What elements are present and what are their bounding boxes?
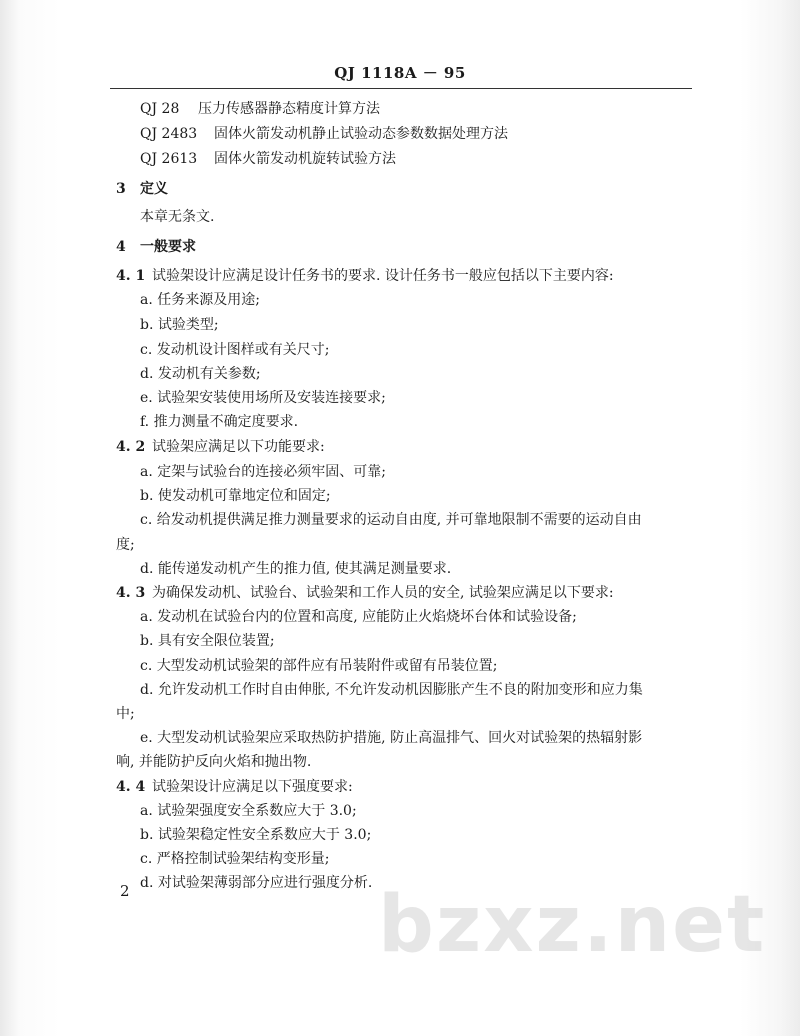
- list-item: c. 给发动机提供满足推力测量要求的运动自由度, 并可靠地限制不需要的运动自由: [140, 512, 642, 528]
- clause-number: 4. 1: [116, 268, 146, 284]
- list-item: a. 发动机在试验台内的位置和高度, 应能防止火焰烧坏台体和试验设备;: [140, 609, 577, 625]
- list-item: a. 任务来源及用途;: [140, 292, 260, 308]
- clause-number: 4. 4: [116, 779, 146, 795]
- list-item: c. 大型发动机试验架的部件应有吊装附件或留有吊装位置;: [140, 658, 498, 674]
- section-number: 3: [116, 181, 126, 197]
- list-item: b. 试验架稳定性安全系数应大于 3.0;: [140, 827, 372, 843]
- clause-number: 4. 2: [116, 439, 146, 455]
- clause-text: 试验架设计应满足设计任务书的要求. 设计任务书一般应包括以下主要内容:: [152, 268, 614, 284]
- clause-number: 4. 3: [116, 585, 146, 601]
- clause-text: 试验架设计应满足以下强度要求:: [152, 779, 353, 795]
- ref-code: QJ 2613: [140, 151, 198, 167]
- clause-text: 为确保发动机、试验台、试验架和工作人员的安全, 试验架应满足以下要求:: [152, 585, 614, 601]
- page-header: QJ 1118A － 95: [334, 64, 466, 82]
- section-body: 本章无条文.: [140, 209, 215, 225]
- clause-text: 试验架应满足以下功能要求:: [152, 439, 325, 455]
- page-number: 2: [120, 882, 130, 900]
- ref-code: QJ 2483: [140, 126, 198, 142]
- list-item: a. 定架与试验台的连接必须牢固、可靠;: [140, 464, 386, 480]
- ref-title: 固体火箭发动机旋转试验方法: [214, 151, 396, 167]
- list-item-continuation: 度;: [116, 537, 135, 553]
- list-item: e. 试验架安装使用场所及安装连接要求;: [140, 390, 386, 406]
- header-rule: [110, 88, 692, 89]
- section-number: 4: [116, 239, 126, 255]
- list-item-continuation: 中;: [116, 706, 135, 722]
- list-item-continuation: 响, 并能防护反向火焰和抛出物.: [116, 754, 312, 770]
- list-item: b. 试验类型;: [140, 317, 219, 333]
- list-item: d. 允许发动机工作时自由伸胀, 不允许发动机因膨胀产生不良的附加变形和应力集: [140, 682, 643, 698]
- ref-title: 固体火箭发动机静止试验动态参数数据处理方法: [214, 126, 508, 142]
- list-item: d. 对试验架薄弱部分应进行强度分析.: [140, 875, 373, 891]
- section-title: 一般要求: [140, 239, 196, 255]
- list-item: c. 发动机设计图样或有关尺寸;: [140, 342, 330, 358]
- list-item: f. 推力测量不确定度要求.: [140, 414, 299, 430]
- list-item: a. 试验架强度安全系数应大于 3.0;: [140, 803, 357, 819]
- watermark: bzxz.net: [378, 880, 767, 970]
- list-item: d. 能传递发动机产生的推力值, 使其满足测量要求.: [140, 561, 452, 577]
- list-item: e. 大型发动机试验架应采取热防护措施, 防止高温排气、回火对试验架的热辐射影: [140, 730, 643, 746]
- list-item: b. 使发动机可靠地定位和固定;: [140, 488, 331, 504]
- ref-code: QJ 28: [140, 101, 180, 117]
- section-title: 定义: [140, 181, 168, 197]
- list-item: c. 严格控制试验架结构变形量;: [140, 851, 330, 867]
- list-item: d. 发动机有关参数;: [140, 366, 261, 382]
- list-item: b. 具有安全限位装置;: [140, 633, 275, 649]
- ref-title: 压力传感器静态精度计算方法: [198, 101, 380, 117]
